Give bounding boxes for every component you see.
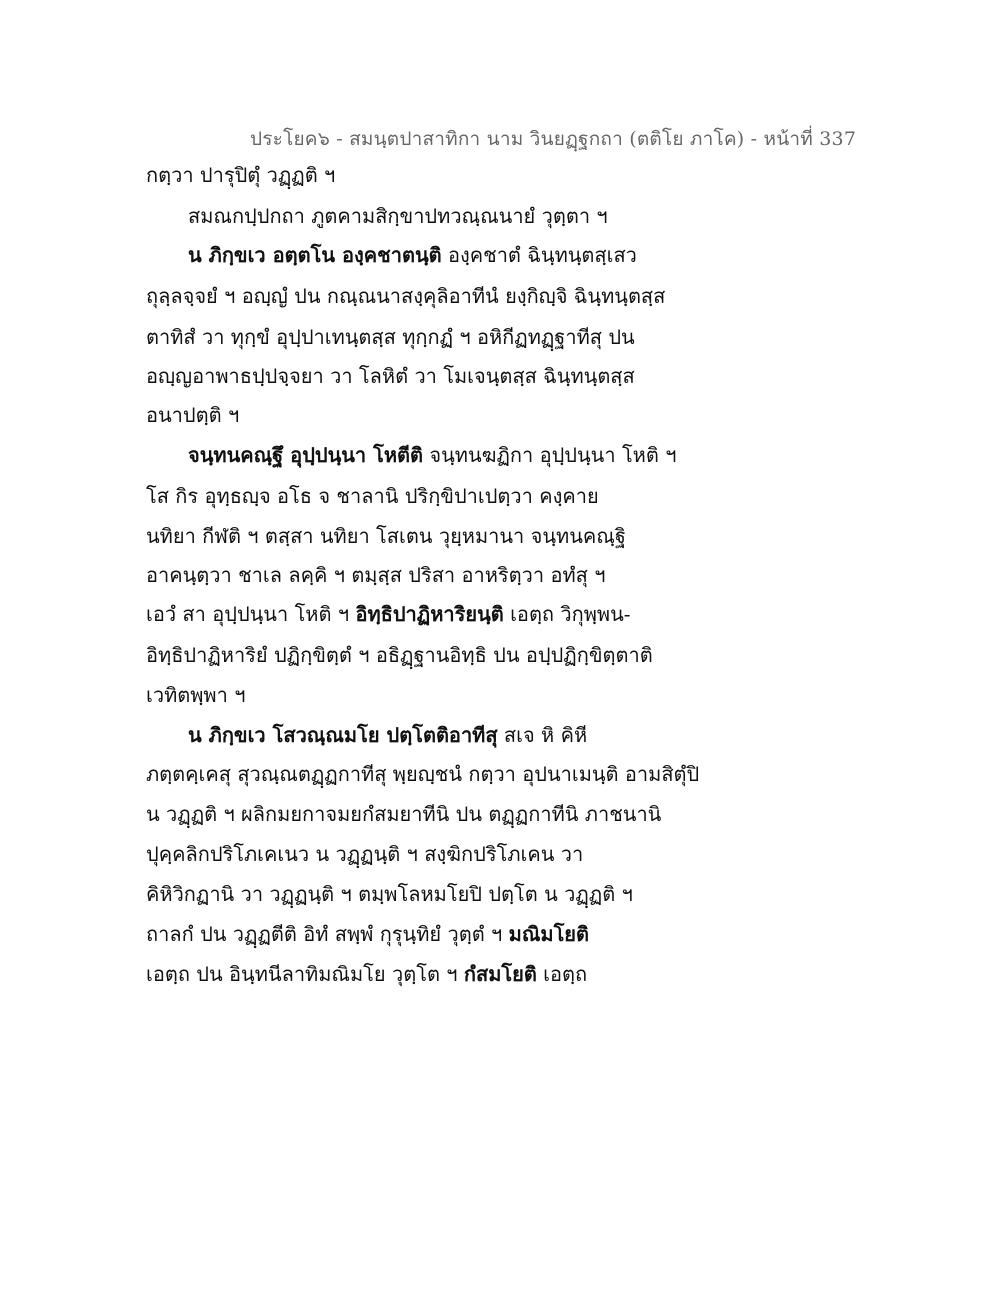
- bold-term: อิทฺธิปาฏิหาริยนฺติ: [355, 602, 504, 626]
- line-text: คิหิวิกฏานิ วา วฏฺฏนฺติ ฯ ตมฺพโลหมโยปิ ปตฺโต น วฏฺฏติ ฯ: [146, 882, 633, 906]
- line-text: ถาลกํ ปน วฏฺฏตีติ อิทํ สพฺพํ กุรุนฺทิยํ วุตฺตํ ฯ: [146, 922, 509, 946]
- line-text: ภตฺตคฺเคสุ สุวณฺณตฏฺฏกาทีสุ พฺยญฺชนํ กตฺวา อุปนาเมนฺติ อามสิตุํปิ: [146, 762, 700, 786]
- bold-term: น ภิกฺขเว อตฺตโน องฺคชาตนฺติ: [188, 243, 442, 267]
- line-text: นทิยา กีฬติ ฯ ตสฺสา นทิยา โสเตน วุยฺหมานา จนฺทนคณฺฐิ: [146, 524, 626, 548]
- text-line: [146, 163, 335, 187]
- bold-term: กํสมโยติ: [463, 962, 537, 986]
- text-line: [146, 762, 699, 786]
- line-text: เอวํ สา อุปฺปนฺนา โหติ ฯ: [146, 602, 356, 626]
- line-text: ปุคฺคลิกปริโภเคเนว น วฏฺฏนฺติ ฯ สงฺฆิกปริโภเคน วา: [146, 842, 584, 866]
- text-line: [146, 364, 635, 388]
- line-text: ตาทิสํ วา ทุกฺขํ อุปฺปาเทนฺตสฺส ทุกฺกฏํ ฯ อหิกีฏทฏฺฐาทีสุ ปน: [146, 325, 635, 349]
- bold-term: น ภิกฺขเว โสวณฺณมโย ปตฺโตติอาทีสุ: [188, 723, 498, 747]
- line-text: อนาปตฺติ ฯ: [146, 403, 240, 427]
- line-text: ถุลฺลจฺจยํ ฯ อญฺญํ ปน กณฺณนาสงฺคุลิอาทีนํ ยงฺกิญฺจิ ฉินฺทนฺตสฺส: [146, 284, 666, 308]
- text-line: [146, 683, 245, 707]
- text-line: [146, 325, 635, 349]
- line-text: โส กิร อุทฺธญฺจ อโธ จ ชาลานิ ปริกฺขิปาเปตฺวา คงฺคาย: [146, 484, 599, 508]
- line-text: เวทิตพฺพา ฯ: [146, 683, 246, 707]
- line-text: สเจ หิ คิหี: [497, 723, 588, 747]
- line-text: องฺคชาตํ ฉินฺทนฺตสฺเสว: [441, 243, 637, 267]
- text-line: [146, 524, 626, 548]
- line-text: สมณกปฺปกถา ภูตคามสิกฺขาปทวณฺณนายํ วุตฺตา ฯ: [188, 204, 608, 228]
- bold-term: มณิมโยติ: [508, 922, 590, 946]
- line-text: จนฺทนฆฏิกา อุปฺปนฺนา โหติ ฯ: [423, 443, 677, 467]
- line-text: กตฺวา ปารุปิตุํ วฏฺฏติ ฯ: [146, 163, 336, 187]
- text-line: [146, 484, 599, 508]
- text-line: [146, 882, 633, 906]
- text-line: [188, 204, 608, 228]
- paragraph-first-line: [188, 443, 676, 467]
- line-text: เอตฺถ ปน อินฺทนีลาทิมณิมโย วุตฺโต ฯ: [146, 962, 464, 986]
- line-text: เอตฺถ: [536, 962, 588, 986]
- paragraph-first-line: [188, 723, 587, 747]
- paragraph-first-line: [188, 243, 637, 267]
- text-line: [146, 802, 661, 826]
- text-line: [146, 563, 605, 587]
- line-text: อาคนฺตฺวา ชาเล ลคฺคิ ฯ ตมฺสฺส ปริสา อาหริตฺวา อทํสุ ฯ: [146, 563, 606, 587]
- line-text: อิทฺธิปาฏิหาริยํ ปฏิกฺขิตฺตํ ฯ อธิฏฺฐานอิทฺธิ ปน อปฺปฏิกฺขิตฺตาติ: [146, 643, 653, 667]
- text-line: [146, 962, 587, 986]
- text-line: [146, 842, 583, 866]
- text-line: [146, 602, 631, 626]
- text-line: [146, 643, 653, 667]
- page-header: ประโยค๖ - สมนฺตปาสาทิกา นาม วินยฏฺฐกถา (ตติโย ภาโค) - หน้าที่ 337: [250, 128, 857, 150]
- text-line: [146, 284, 665, 308]
- bold-term: จนฺทนคณฺฐึ อุปฺปนฺนา โหตีติ: [188, 443, 424, 467]
- text-line: [146, 403, 239, 427]
- line-text: อญฺญอาพาธปฺปจฺจยา วา โลหิตํ วา โมเจนฺตสฺส ฉินฺทนฺตสฺส: [146, 364, 635, 388]
- line-text: เอตฺถ วิกุพฺพน-: [503, 602, 631, 626]
- line-text: น วฏฺฏติ ฯ ผลิกมยกาจมยกํสมยาทีนิ ปน ตฏฺฏกาทีนิ ภาชนานิ: [146, 802, 662, 826]
- text-line: [146, 922, 589, 946]
